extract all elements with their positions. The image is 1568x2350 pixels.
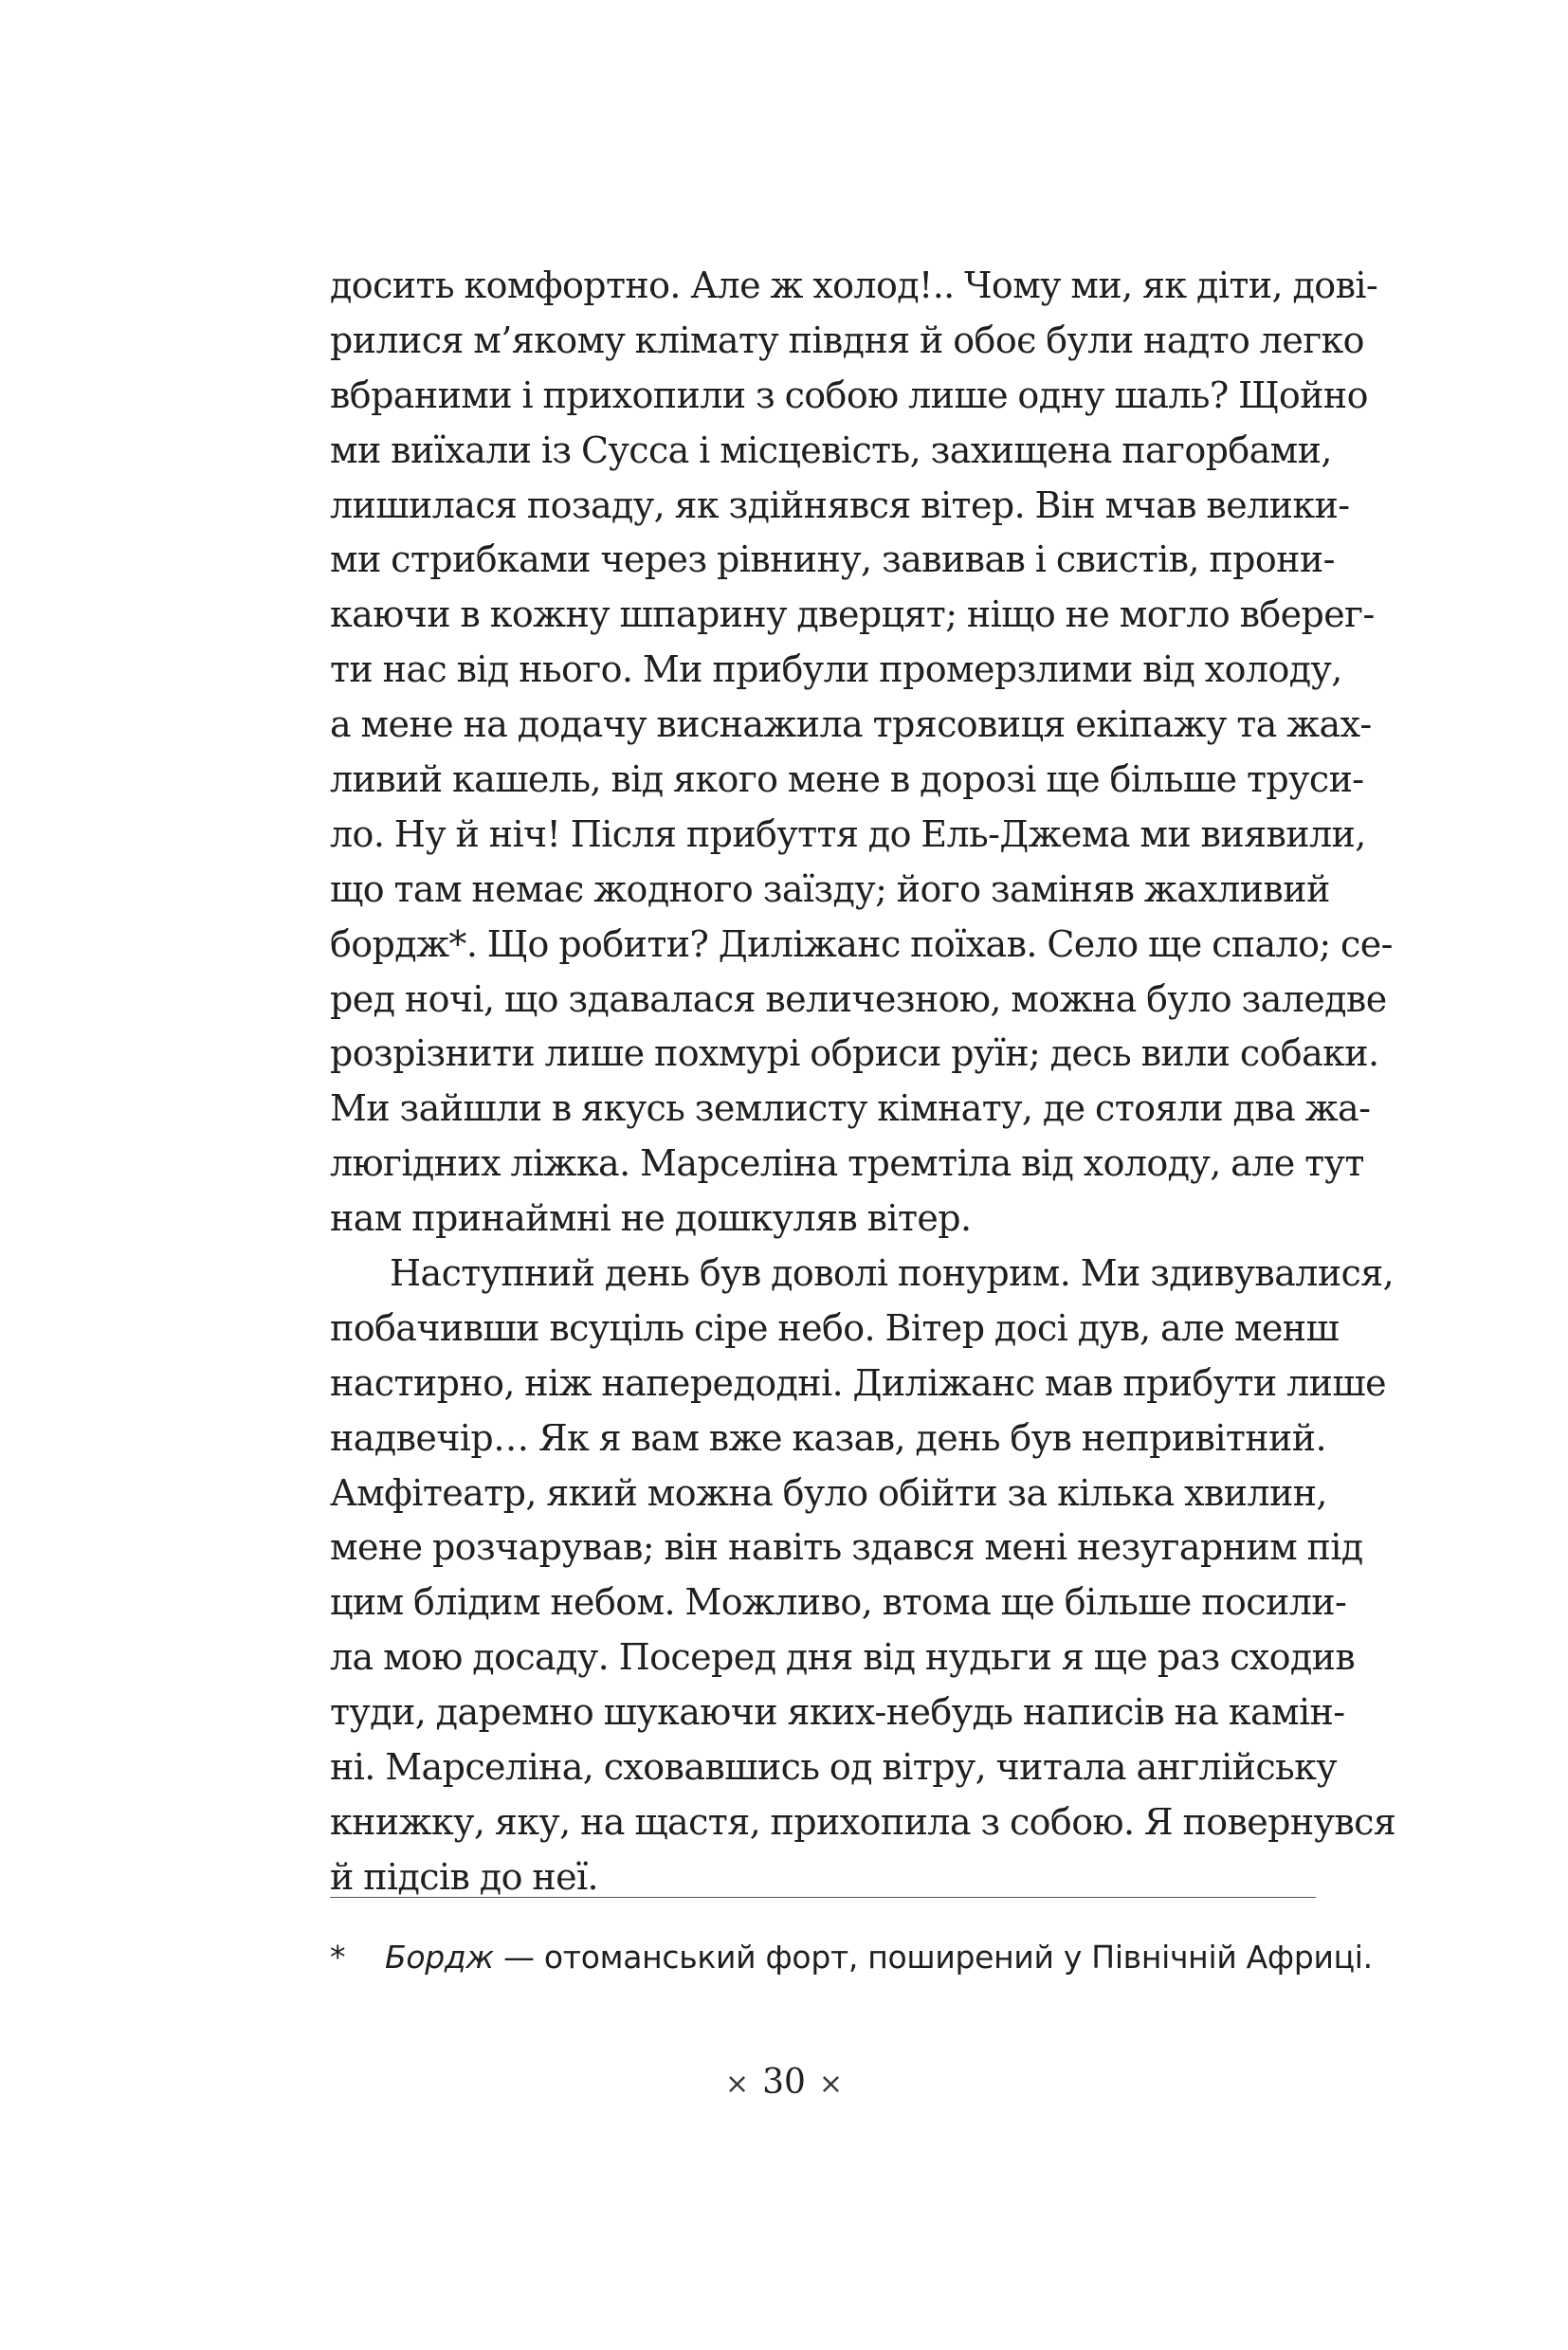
text-line: ні. Марселіна, сховавшись од вітру, читала англійську	[330, 1746, 1338, 1789]
footnote-marker: *	[330, 1939, 346, 1976]
text-line: ливий кашель, від якого мене в дорозі ще більше труси-	[330, 758, 1364, 801]
text-line: побачивши всуціль сіре небо. Вітер досі дув, але менш	[330, 1306, 1340, 1349]
footnote-divider	[330, 1897, 1316, 1898]
paragraph-1	[330, 259, 1393, 1247]
text-line: Наступний день був доволі понурим. Ми здивувалися,	[390, 1252, 1395, 1295]
text-line: туди, даремно шукаючи яких-небудь написів на камін-	[330, 1691, 1345, 1734]
page-ornament-left: ×	[724, 2068, 750, 2101]
text-line: й підсів до неї.	[330, 1855, 598, 1898]
text-line: бордж*. Що робити? Диліжанс поїхав. Село ще спало; се-	[330, 922, 1393, 965]
text-line: нам принаймні не дошкуляв вітер.	[330, 1197, 972, 1240]
text-line: Амфітеатр, який можна було обійти за кілька хвилин,	[330, 1471, 1327, 1514]
text-line: люгідних ліжка. Марселіна тремтіла від холоду, але тут	[330, 1142, 1364, 1185]
text-line: надвечір… Як я вам вже казав, день був непривітний.	[330, 1416, 1326, 1459]
footnote	[330, 1937, 1373, 1978]
text-line: настирно, ніж напередодні. Диліжанс мав прибути лише	[330, 1361, 1386, 1404]
page-number-value: 30	[762, 2063, 806, 2102]
text-line: каючи в кожну шпарину дверцят; ніщо не могло вберег-	[330, 593, 1375, 636]
text-line: ред ночі, що здавалася величезною, можна було заледве	[330, 977, 1387, 1020]
text-line: книжку, яку, на щастя, прихопила з собою. Я повернувся	[330, 1800, 1396, 1843]
text-line: цим блідим небом. Можливо, втома ще більше посили-	[330, 1581, 1347, 1624]
text-line: ло. Ну й ніч! Після прибуття до Ель-Джема ми виявили,	[330, 812, 1366, 855]
main-text	[330, 259, 1396, 1905]
text-line: що там немає жодного заїзду; його заміняв жахливий	[330, 867, 1330, 910]
page-number	[0, 2062, 1568, 2105]
text-line: Ми зайшли в якусь землисту кімнату, де стояли два жа-	[330, 1087, 1371, 1130]
footnote-term: Бордж	[385, 1939, 494, 1976]
text-line: ми стрибками через рівнину, завивав і свистів, прони-	[330, 538, 1335, 581]
text-line: а мене на додачу виснажила трясовиця екіпажу та жах-	[330, 703, 1372, 746]
text-line: лишилася позаду, як здійнявся вітер. Він мчав велики-	[330, 483, 1350, 526]
footnote-text: — отоманський форт, поширений у Північній Африці.	[493, 1939, 1373, 1976]
text-line: мене розчарував; він навіть здався мені незугарним під	[330, 1526, 1363, 1569]
page-ornament-right: ×	[818, 2068, 844, 2101]
text-line: вбраними і прихопили з собою лише одну шаль? Щойно	[330, 373, 1368, 416]
text-line: рилися м’якому клімату півдня й обоє були надто легко	[330, 319, 1364, 361]
text-line: розрізнити лише похмурі обриси руїн; десь вили собаки.	[330, 1032, 1379, 1075]
text-line: ла мою досаду. Посеред дня від нудьги я ще раз сходив	[330, 1636, 1356, 1679]
text-line: досить комфортно. Але ж холод!.. Чому ми, як діти, дові-	[330, 264, 1378, 306]
paragraph-2	[330, 1247, 1396, 1905]
text-line: ми виїхали із Сусса і місцевість, захищена пагорбами,	[330, 428, 1332, 471]
text-line: ти нас від нього. Ми прибули промерзлими від холоду,	[330, 648, 1342, 691]
